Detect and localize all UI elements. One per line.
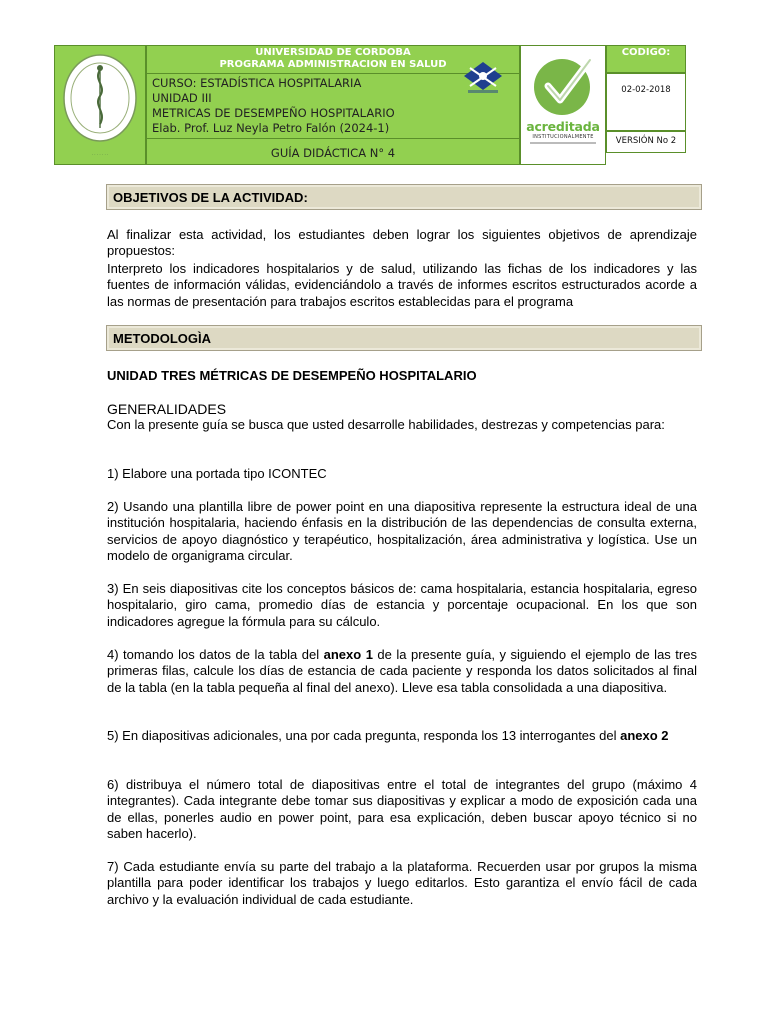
objectives-heading: OBJETIVOS DE LA ACTIVIDAD: [113, 190, 308, 205]
methodology-heading: METODOLOGÌA [113, 331, 211, 346]
instruction-item-6: 6) distribuya el número total de diapositivas entre el total de integrantes del grupo (máximo 4 integrantes). Cada integrante debe tomar sus diapositivas y explicar a modo de exposición cada una de ellas, ponerles audio en power point, para esa explicación, deben buscar apoyo técnico si no saben hacerlo). [107, 777, 697, 842]
course-name: CURSO: ESTADÍSTICA HOSPITALARIA [152, 76, 362, 90]
generalities-heading: GENERALIDADES [107, 401, 227, 417]
guide-number: GUÍA DIDÁCTICA N° 4 [270, 146, 396, 160]
instruction-item-4 [107, 647, 697, 696]
methodology-heading-bar [106, 325, 702, 351]
svg-text:· · · · · · ·: · · · · · · · [91, 152, 109, 157]
item-5-text: 5) En diapositivas adicionales, una por cada pregunta, responda los 13 interrogantes del [107, 728, 621, 743]
university-seal-icon [55, 46, 145, 164]
program-name: PROGRAMA ADMINISTRACION EN SALUD [219, 59, 447, 70]
code-label: CODIGO: [621, 47, 671, 58]
author-line: Elab. Prof. Luz Neyla Petro Falón (2024-1) [152, 121, 390, 135]
objectives-heading-bar [106, 184, 702, 210]
program-emblem-icon [462, 60, 504, 94]
objectives-text: Interpreto los indicadores hospitalarios y de salud, utilizando las fichas de los indicadores y las fuentes de información válidas, evidenciándolo a través de informes escritos estructurados acorde a las normas de presentación para trabajos escritos establecidas para el programa [107, 261, 697, 309]
date-cell [606, 73, 686, 131]
accreditation-checkmark-icon [526, 52, 602, 122]
guide-divider [146, 138, 520, 139]
item-4-text-start: 4) tomando los datos de la tabla del [107, 647, 324, 662]
university-name: UNIVERSIDAD DE CORDOBA [255, 47, 411, 58]
accreditation-fineprint [530, 142, 596, 144]
university-logo-cell [54, 45, 146, 165]
instruction-item-3: 3) En seis diapositivas cite los conceptos básicos de: cama hospitalaria, estancia hospitalaria, egreso hospitalario, giro cama, promedio días de estancia y porcentaje ocupacional. En los que son indicadores agregue la fórmula para su cálculo. [107, 581, 697, 629]
document-version: VERSIÓN No 2 [615, 136, 677, 146]
objectives-intro: Al finalizar esta actividad, los estudiantes deben lograr los siguientes objetivos de aprendizaje propuestos: [107, 227, 697, 259]
annex-2-reference: anexo 2 [620, 728, 669, 743]
annex-1-reference: anexo 1 [323, 647, 373, 662]
unit-title: UNIDAD TRES MÉTRICAS DE DESEMPEÑO HOSPITALARIO [107, 368, 477, 383]
instruction-item-2: 2) Usando una plantilla libre de power point en una diapositiva represente la estructura ideal de una institución hospitalaria, haciendo énfasis en la distribución de las dependencias de consulta externa, servicios de apoyo diagnóstico y terapéutico, hospitalización, área administrativa y logística. Use un modelo de organigrama circular. [107, 499, 697, 564]
unit-name: UNIDAD III [152, 91, 212, 105]
instruction-item-5 [107, 728, 697, 744]
accreditation-subtitle: INSTITUCIONALMENTE [532, 134, 594, 140]
topic-name: METRICAS DE DESEMPEÑO HOSPITALARIO [152, 106, 395, 120]
instruction-item-7: 7) Cada estudiante envía su parte del trabajo a la plataforma. Recuerden usar por grupos la misma plantilla para poder identificar los trabajos y luego editarlos. Esto garantiza el envío fácil de cada archivo y la evaluación individual de cada estudiante. [107, 859, 697, 907]
document-date: 02-02-2018 [621, 85, 671, 95]
instruction-item-1: 1) Elabore una portada tipo ICONTEC [107, 466, 327, 481]
generalities-text: Con la presente guía se busca que usted desarrolle habilidades, destrezas y competencias para: [107, 417, 665, 432]
item-4-text-end: de la presente guía, y siguiendo el ejemplo de las tres primeras filas, calcule los días de estancia de cada paciente y responda los datos solicitados al final de la tabla (en la tabla pequeña al final del anexo). Lleve esa tabla consolidada a una diapositiva. [107, 647, 697, 695]
accreditation-word: acreditada [526, 119, 600, 134]
